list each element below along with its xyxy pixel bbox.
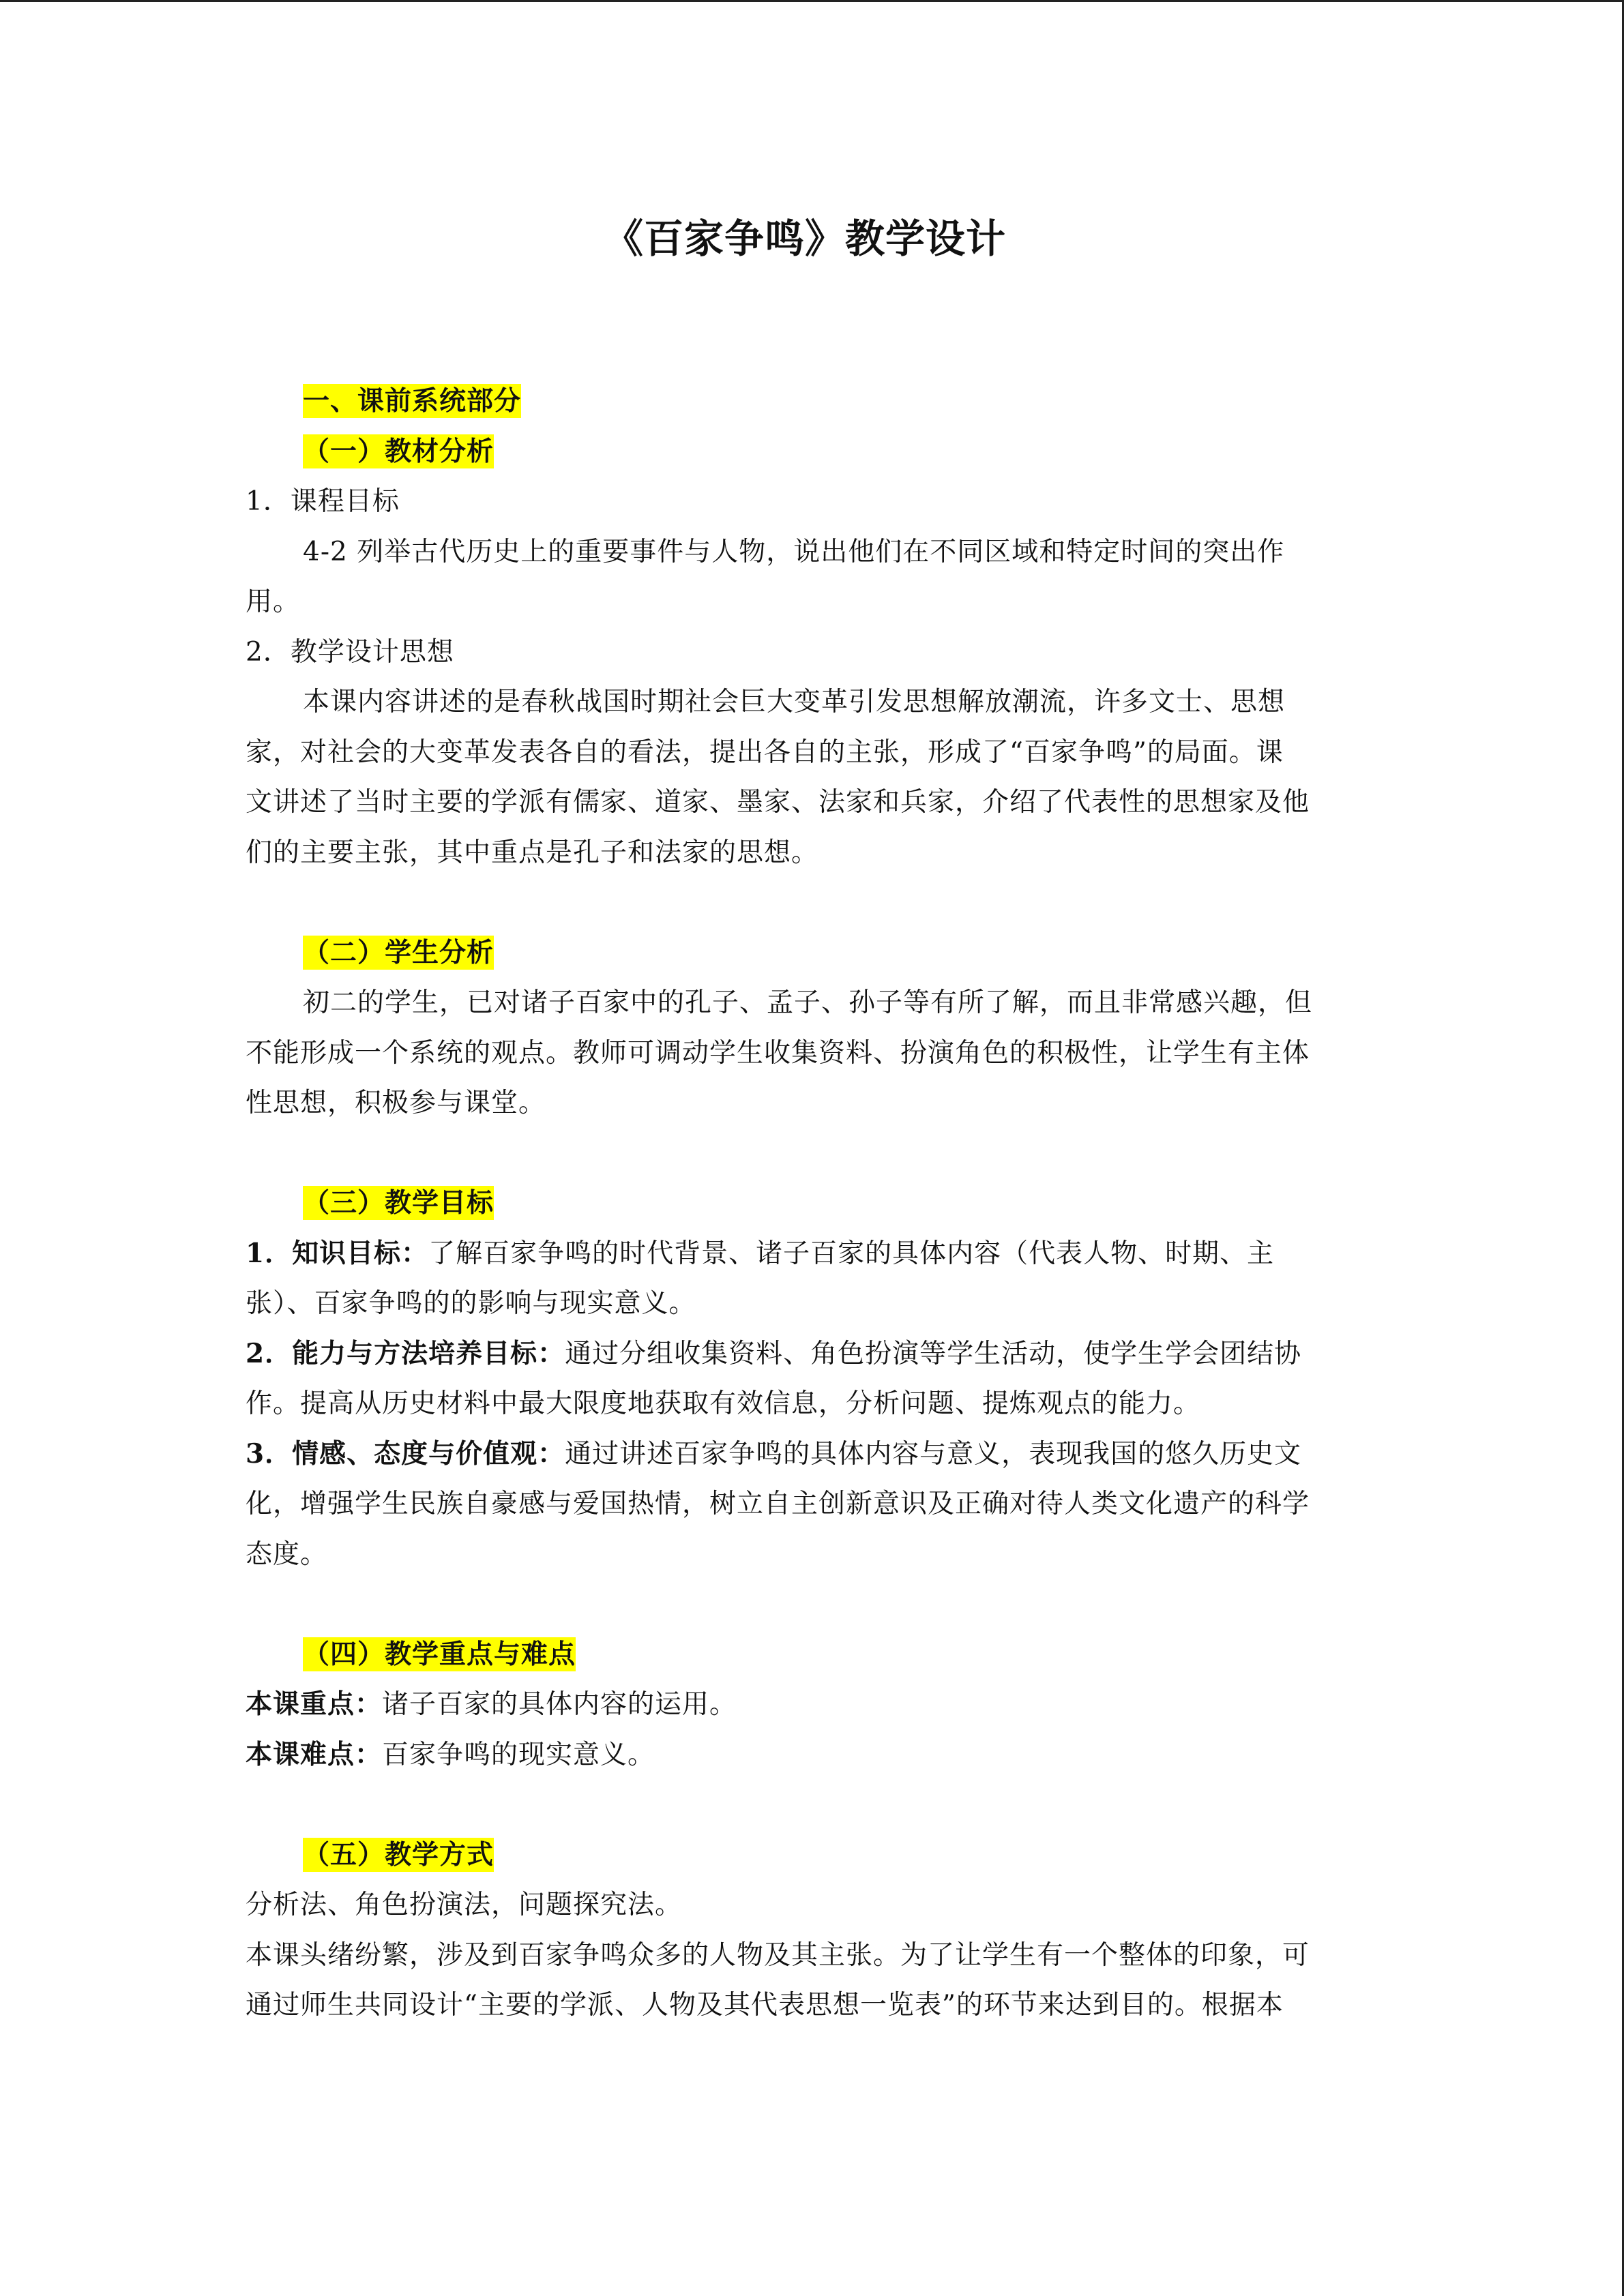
course-goal-text-line1: 4-2 列举古代历史上的重要事件与人物，说出他们在不同区域和特定时间的突出作 xyxy=(303,536,1285,567)
document-body xyxy=(246,376,1364,2031)
emotion-goal-line1 xyxy=(246,1429,1364,1480)
subsection-heading-text: （一）教材分析 xyxy=(303,435,494,467)
paragraph-gap xyxy=(246,1780,1364,1830)
design-thought-line3: 文讲述了当时主要的学派有儒家、道家、墨家、法家和兵家，介绍了代表性的思想家及他 xyxy=(246,787,1310,818)
top-border-line xyxy=(0,0,1624,2)
key-point-text: 诸子百家的具体内容的运用。 xyxy=(382,1689,737,1720)
knowledge-goal-text: 了解百家争鸣的时代背景、诸子百家的具体内容（代表人物、时期、主 xyxy=(428,1238,1275,1269)
paragraph-gap xyxy=(246,878,1364,928)
difficulty-line xyxy=(246,1730,1364,1780)
course-goal-label: 1．课程目标 xyxy=(246,486,400,517)
student-analysis-line3: 性思想，积极参与课堂。 xyxy=(246,1088,546,1118)
subsection-heading-text: （二）学生分析 xyxy=(303,936,494,968)
course-goal-text-line2: 用。 xyxy=(246,586,301,617)
subsection-heading-key-points xyxy=(246,1630,1364,1680)
difficulty-label: 本课难点： xyxy=(246,1738,383,1770)
ability-goal-text: 通过分组收集资料、角色扮演等学生活动，使学生学会团结协 xyxy=(565,1338,1302,1369)
key-point-line xyxy=(246,1680,1364,1730)
emotion-goal-text: 通过讲述百家争鸣的具体内容与意义，表现我国的悠久历史文 xyxy=(565,1438,1302,1470)
methods-line1: 分析法、角色扮演法，问题探究法。 xyxy=(246,1890,683,1920)
section-heading xyxy=(246,376,1364,427)
subsection-heading-text: （四）教学重点与难点 xyxy=(303,1638,576,1670)
subsection-heading-teaching-methods xyxy=(246,1830,1364,1881)
design-thought-line4: 们的主要主张，其中重点是孔子和法家的思想。 xyxy=(246,837,819,868)
methods-line3: 通过师生共同设计“主要的学派、人物及其代表思想一览表”的环节来达到目的。根据本 xyxy=(246,1990,1284,2021)
subsection-heading-text: （三）教学目标 xyxy=(303,1187,494,1219)
ability-goal-label: 2．能力与方法培养目标： xyxy=(246,1337,565,1369)
knowledge-goal-line1 xyxy=(246,1229,1364,1279)
document-title: 《百家争鸣》教学设计 xyxy=(603,215,1006,262)
design-thought-label: 2．教学设计思想 xyxy=(246,636,454,668)
emotion-goal-label: 3．情感、态度与价值观： xyxy=(246,1437,565,1470)
paragraph-gap xyxy=(246,1579,1364,1630)
student-analysis-line2: 不能形成一个系统的观点。教师可调动学生收集资料、扮演角色的积极性，让学生有主体 xyxy=(246,1037,1310,1069)
design-thought-line2: 家，对社会的大变革发表各自的看法，提出各自的主张，形成了“百家争鸣”的局面。课 xyxy=(246,736,1284,768)
subsection-heading-textbook-analysis xyxy=(246,427,1364,477)
knowledge-goal-line2: 张）、百家争鸣的的影响与现实意义。 xyxy=(246,1288,696,1319)
design-thought-line1: 本课内容讲述的是春秋战国时期社会巨大变革引发思想解放潮流，许多文士、思想 xyxy=(303,687,1286,717)
subsection-heading-teaching-goals xyxy=(246,1178,1364,1229)
methods-line2: 本课头绪纷繁，涉及到百家争鸣众多的人物及其主张。为了让学生有一个整体的印象，可 xyxy=(246,1939,1310,1971)
ability-goal-line2: 作。提高从历史材料中最大限度地获取有效信息，分析问题、提炼观点的能力。 xyxy=(246,1388,1201,1419)
emotion-goal-line3: 态度。 xyxy=(246,1538,328,1570)
student-analysis-line1: 初二的学生，已对诸子百家中的孔子、孟子、孙子等有所了解，而且非常感兴趣，但 xyxy=(303,987,1313,1018)
emotion-goal-line2: 化，增强学生民族自豪感与爱国热情，树立自主创新意识及正确对待人类文化遗产的科学 xyxy=(246,1489,1310,1519)
difficulty-text: 百家争鸣的现实意义。 xyxy=(382,1739,655,1770)
knowledge-goal-label: 1．知识目标： xyxy=(246,1237,429,1269)
subsection-heading-text: （五）教学方式 xyxy=(303,1838,494,1870)
key-point-label: 本课重点： xyxy=(246,1688,383,1720)
paragraph-gap xyxy=(246,1129,1364,1179)
section-heading-text: 一、课前系统部分 xyxy=(303,385,522,417)
subsection-heading-student-analysis xyxy=(246,928,1364,979)
ability-goal-line1 xyxy=(246,1329,1364,1380)
